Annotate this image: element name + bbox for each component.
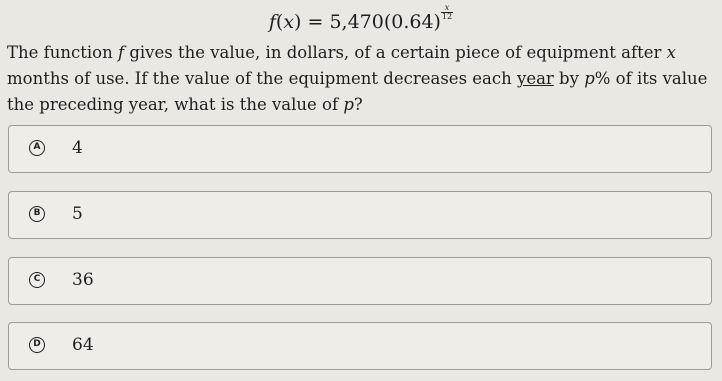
answer-choice-d[interactable] xyxy=(8,322,712,370)
formula-variable: x xyxy=(283,11,295,33)
exponent-numerator: x xyxy=(441,4,453,13)
underlined-word: year xyxy=(517,69,554,88)
choice-value-c: 36 xyxy=(72,270,94,290)
answer-choice-b[interactable] xyxy=(8,191,712,239)
formula-function-name: f xyxy=(268,11,276,33)
choice-letter-c-icon: C xyxy=(29,272,45,288)
choice-value-b: 5 xyxy=(72,204,83,224)
question-text: The function f gives the value, in dollars, of a certain piece of equipment after x months of use. If the value of the equipment decreases each year by p% of its value the preceding year, what is the value of p? xyxy=(7,43,708,114)
choice-value-d: 64 xyxy=(72,335,94,355)
answer-choice-c[interactable] xyxy=(8,257,712,305)
choice-letter-d-icon: D xyxy=(29,337,45,353)
exponent-denominator: 12 xyxy=(441,12,453,21)
choice-value-a: 4 xyxy=(72,138,83,158)
formula-exponent xyxy=(441,4,453,21)
answer-choice-a[interactable] xyxy=(8,125,712,173)
function-formula: f(x) = 5,470(0.64) $\frac{x}{12}$ xyxy=(268,3,453,33)
choice-letter-b-icon: B xyxy=(29,206,45,222)
choice-letter-a-icon: A xyxy=(29,140,45,156)
formula-rhs: = 5,470(0.64) xyxy=(307,11,441,33)
